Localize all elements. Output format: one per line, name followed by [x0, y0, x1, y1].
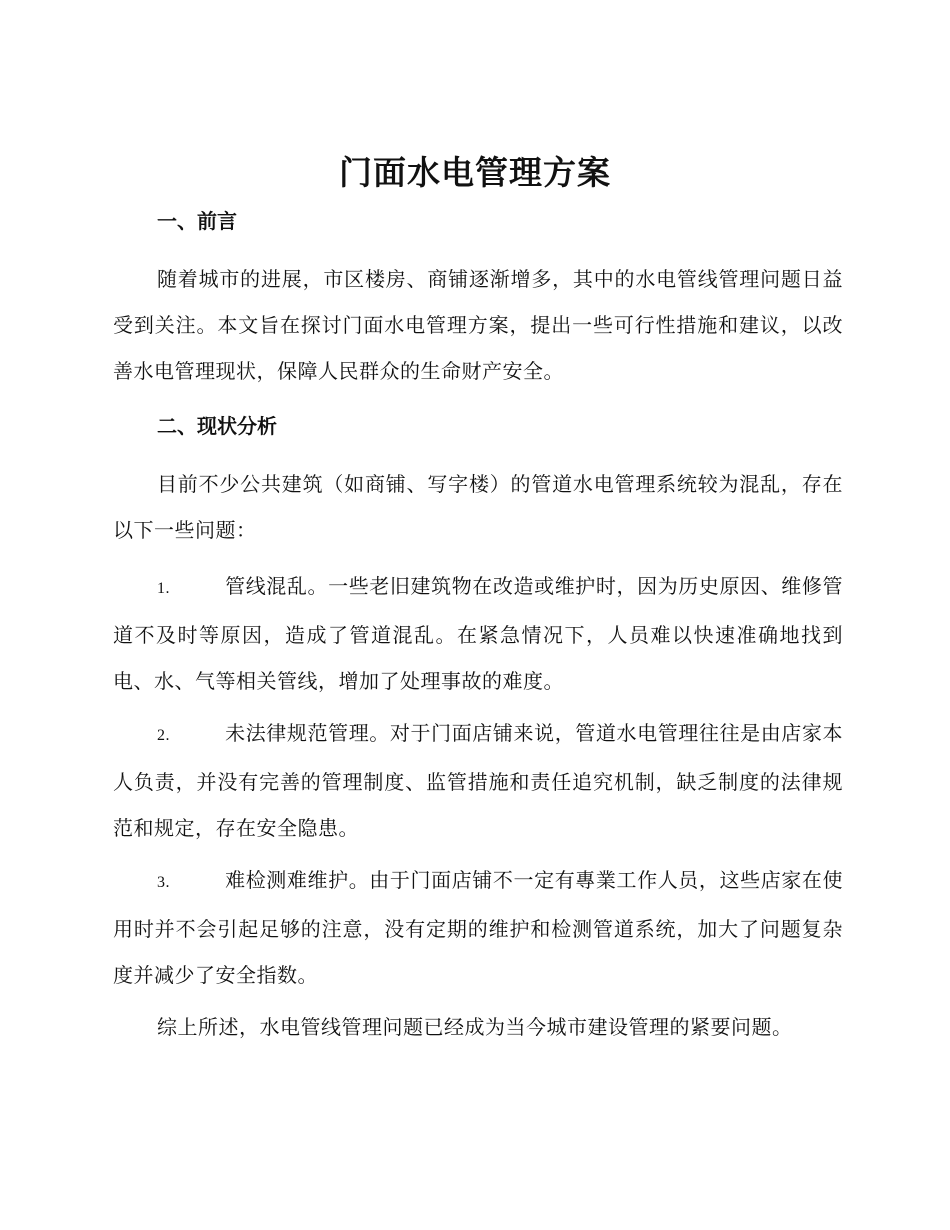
summary-paragraph: 综上所述，水电管线管理问题已经成为当今城市建设管理的紧要问题。 [157, 1015, 793, 1039]
status-intro-paragraph: 目前不少公共建筑（如商铺、写字楼）的管道水电管理系统较为混乱，存在以下一些问题： [113, 472, 843, 542]
preface-paragraph: 随着城市的进展，市区楼房、商铺逐渐增多，其中的水电管线管理问题日益受到关注。本文旨在探讨门面水电管理方案，提出一些可行性措施和建议，以改善水电管理现状，保障人民群众的生命财产安全。 [113, 267, 843, 383]
list-item [113, 857, 843, 998]
list-item-text: 管线混乱。一些老旧建筑物在改造或维护时，因为历史原因、维修管道不及时等原因，造成了管道混乱。在紧急情况下，人员难以快速准确地找到电、水、气等相关管线，增加了处理事故的难度。 [113, 574, 843, 693]
section-heading-preface: 一、前言 [157, 209, 237, 233]
document-title: 门面水电管理方案 [339, 153, 611, 192]
list-item [113, 710, 843, 851]
list-item [113, 563, 843, 704]
list-item-text: 未法律规范管理。对于门面店铺来说，管道水电管理往往是由店家本人负责，并没有完善的管理制度、监管措施和责任追究机制，缺乏制度的法律规范和规定，存在安全隐患。 [113, 721, 843, 840]
list-item-text: 难检测难维护。由于门面店铺不一定有專業工作人员，这些店家在使用时并不会引起足够的注意，没有定期的维护和检测管道系统，加大了问题复杂度并减少了安全指数。 [113, 868, 843, 987]
list-item-number: 3. [157, 874, 170, 891]
list-item-number: 1. [157, 580, 170, 597]
section-heading-status-analysis: 二、现状分析 [157, 414, 277, 438]
list-item-number: 2. [157, 727, 170, 744]
